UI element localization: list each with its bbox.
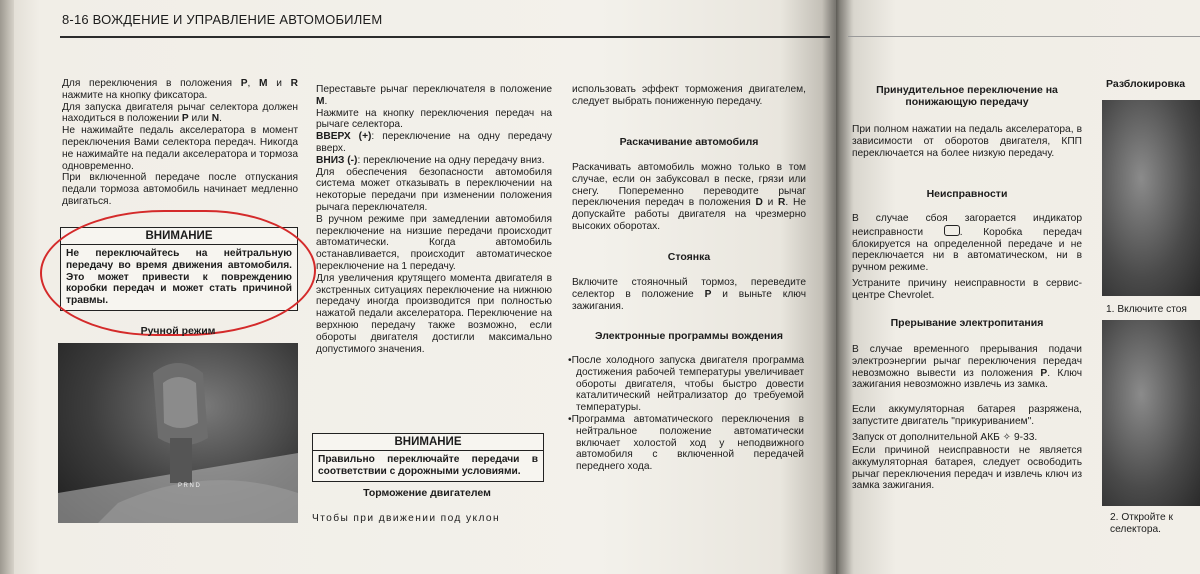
gear-selector-photo (58, 343, 298, 523)
section-heading-power-interruption: Прерывание электропитания (890, 317, 1044, 329)
col1-paragraph-2: Для запуска двигателя рычаг селектора должен находиться в положении P или N. (62, 101, 298, 125)
unlock-photo-2 (1102, 320, 1200, 506)
gear-lever-illustration (58, 343, 298, 523)
col2-paragraph-1: Переставьте рычаг переключателя в положение M. (316, 84, 552, 107)
book-gutter (822, 0, 852, 574)
section-heading-unlock: Разблокировка (1106, 78, 1186, 90)
col3-paragraph-2: Раскачивать автомобиль можно только в том случае, если он забуксовал в песке, грязи или снегу. Попеременно переводите рычаг переключения передач в положения D и R. Не допускайте работы двигателя на чрезмерно высоких оборотах. (572, 162, 807, 232)
col2-down-item: ВНИЗ (-): переключение на одну передачу вниз. (316, 154, 545, 166)
unlock-step-1: 1. Включите стоя (1106, 304, 1187, 315)
col2-paragraph-3: Для обеспечения безопасности автомобиля система может отказывать в переключении на некоторые передачи при изменении положения рычага переключателя. (316, 166, 552, 213)
section-heading-rocking: Раскачивание автомобиля (619, 136, 759, 148)
col2-paragraph-4: В ручном режиме при замедлении автомобиля переключение на низшие передачи происходит автоматически. Когда автомобиль останавливается, происходит автоматическое переключение на 1 передачу. (316, 213, 552, 272)
red-highlight-circle (40, 210, 316, 336)
unlock-step-2: 2. Откройте к селектора. (1110, 512, 1173, 535)
col4-paragraph-1: При полном нажатии на педаль акселератора, в зависимости от оборотов двигателя, КПП переключается на более низкую передачу. (852, 124, 1082, 159)
col1-paragraph-4: При включенной передаче после отпускания педали тормоза автомобиль начинает медленно двигаться. (62, 172, 298, 207)
section-heading-engine-braking: Торможение двигателем (363, 487, 491, 499)
col4-paragraph-5: Если аккумуляторная батарея разряжена, запустите двигатель "прикуриванием". (852, 404, 1082, 427)
col4-paragraph-3: Устраните причину неисправности в сервис-центре Chevrolet. (852, 278, 1082, 301)
header-rule (60, 36, 830, 38)
col4-paragraph-7: Если причиной неисправности не является аккумуляторная батарея, следует освободить рычаг переключения передач и извлечь ключ из замка зажигания. (852, 445, 1082, 492)
warning-body-2: Правильно переключайте передачи в соответствии с дорожными условиями. (318, 454, 538, 477)
col2-paragraph-5: Для увеличения крутящего момента двигателя в экстренных ситуациях переключение на нижнюю передачу иногда производится при полностью нажатой педали акселератора. Переключение на верхнюю передачу также возможно, если обороты двигателя достигли максимально допустимого значения. (316, 272, 552, 355)
list-item: •После холодного запуска двигателя программа достижения рабочей температуры увеличивает обороты двигателя, чтобы быстро довести каталитический нейтрализатор до требуемой температуры. (568, 355, 804, 414)
col1-paragraph-3: Не нажимайте педаль акселератора в момент переключения Вами селектора передач. Никогда не нажимайте на педали акселератора и тормоза одновременно. (62, 125, 298, 172)
warning-body: Не переключайтесь на нейтральную передачу во время движения автомобиля. Это может привести к повреждению коробки передач и может стать причиной травмы. (66, 248, 292, 307)
col2-last-line: Чтобы при движении под уклон (312, 513, 501, 524)
section-heading-parking: Стоянка (667, 251, 711, 263)
section-heading-faults: Неисправности (926, 188, 1008, 200)
column-2-text (316, 84, 552, 355)
warning-title: ВНИМАНИЕ (61, 228, 297, 245)
warning-box-2 (312, 433, 544, 482)
col1-paragraph-1: Для переключения в положения P, M и R нажмите на кнопку фиксатора. (62, 78, 298, 101)
unlock-photo-1 (1102, 100, 1200, 296)
svg-text:P R N D: P R N D (178, 483, 200, 489)
page-header: 8-16 ВОЖДЕНИЕ И УПРАВЛЕНИЕ АВТОМОБИЛЕМ (62, 12, 383, 27)
col3-bullets (566, 355, 804, 473)
col4-paragraph-2: В случае сбоя загорается индикатор неисправности . Коробка передач блокируется на определенной передаче и не переключается ни в автоматическом, ни в ручном режиме. (852, 213, 1082, 274)
section-heading-electronic-programs: Электронные программы вождения (595, 330, 783, 342)
col3-paragraph-1: использовать эффект торможения двигателем, следует выбрать пониженную передачу. (572, 84, 806, 107)
col2-up-item: ВВЕРХ (+): переключение на одну передачу вверх. (316, 131, 553, 154)
col4-paragraph-6: Запуск от дополнительной АКБ ✧ 9-33. (852, 432, 1038, 443)
col3-paragraph-3: Включите стояночный тормоз, переведите селектор в положение P и выньте ключ зажигания. (572, 277, 807, 312)
list-item: •Программа автоматического переключения в нейтральное положение автоматически включает холостой ход у неподвижного автомобиля с включенной передачей переднего хода. (568, 413, 804, 473)
warning-title-2: ВНИМАНИЕ (313, 434, 543, 451)
col4-paragraph-4: В случае временного прерывания подачи электроэнергии рычаг переключения передач невозможно вывести из положения P. Ключ зажигания невозможно извлечь из замка. (852, 344, 1083, 391)
photo-caption: Ручной режим (140, 325, 216, 337)
section-heading-kickdown: Принудительное переключение на понижающую передачу (876, 84, 1058, 108)
col2-paragraph-2: Нажмите на кнопку переключения передач на рычаге селектора. (316, 107, 552, 131)
right-header-rule (848, 36, 1200, 37)
column-1-text (62, 78, 298, 208)
malfunction-indicator-icon (944, 225, 960, 236)
